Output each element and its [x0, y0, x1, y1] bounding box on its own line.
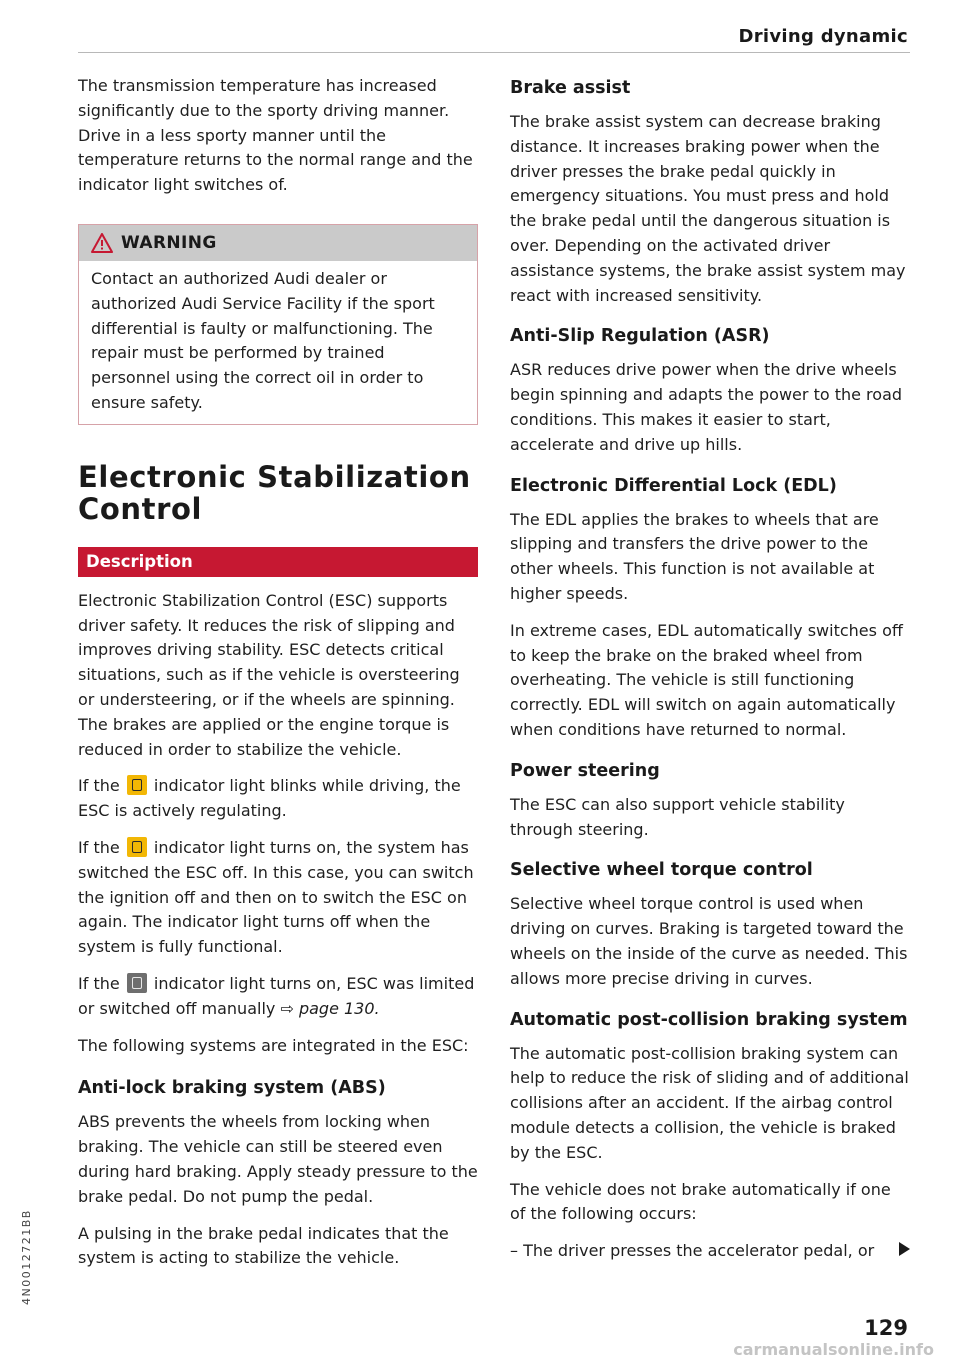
esc-off-indicator-icon: [127, 973, 147, 993]
esc-indicator-icon: [127, 775, 147, 795]
post-collision-heading: Automatic post-collision braking system: [510, 1009, 908, 1030]
watermark: carmanualsonline.info: [733, 1340, 934, 1359]
edl-paragraph-2: In extreme cases, EDL automatically switches off to keep the brake on the braked wheel from overheating. The vehicle is still functioning correctly. EDL will switch on again automatically when conditions have returned to normal.: [510, 620, 903, 739]
indicator-limited-prefix: If the: [78, 973, 120, 993]
left-column: [78, 74, 478, 1271]
brake-assist-text: The brake assist system can decrease braking distance. It increases braking power when the driver presses the brake pedal quickly in emergency situations. You must press and hold the brake pedal until the dangerous situation is over. Depending on the activated driver assistance systems, the brake assist system may react with increased sensitivity.: [510, 112, 906, 305]
continue-arrow-icon: [899, 1242, 910, 1256]
edl-heading: Electronic Differential Lock (EDL): [510, 475, 837, 496]
document-code: 4N0012721BB: [20, 1209, 33, 1305]
indicator-blink-prefix: If the: [78, 776, 120, 796]
power-steering-heading: Power steering: [510, 760, 660, 781]
right-column: [510, 74, 910, 1264]
indicator-on-paragraph: [78, 836, 478, 960]
indicator-blink-text: indicator light blinks while driving, the ESC is actively regulating.: [78, 776, 461, 821]
selective-torque-text: Selective wheel torque control is used when driving on curves. Braking is targeted toward the wheels on the inside of the curve as needed. This allows more precise driving in curves.: [510, 894, 908, 988]
post-collision-paragraph-2: The vehicle does not brake automatically if one of the following occurs:: [510, 1179, 891, 1224]
selective-torque-heading: Selective wheel torque control: [510, 860, 813, 881]
indicator-on-prefix: If the: [78, 837, 120, 857]
intro-paragraph: The transmission temperature has increased significantly due to the sporty driving manner. Drive in a less sporty manner until the temperature returns to the normal range and the indicator light switches of.: [78, 76, 473, 195]
header-divider: [78, 52, 910, 53]
esc-description-paragraph: Electronic Stabilization Control (ESC) supports driver safety. It reduces the risk of slipping and improves driving stability. ESC detects critical situations, such as if the vehicle is oversteering or understeering, or if the wheels are spinning. The brakes are applied or the engine torque is reduced in order to stabilize the vehicle.: [78, 590, 460, 759]
page-header-title: Driving dynamic: [738, 26, 908, 47]
abs-paragraph-2: A pulsing in the brake pedal indicates that the system is acting to stabilize the vehicle.: [78, 1223, 449, 1268]
post-collision-list-item: – The driver presses the accelerator pedal, or: [510, 1241, 875, 1261]
warning-triangle-icon: [91, 233, 113, 253]
section-heading: Electronic Stabilization Control: [78, 459, 471, 526]
indicator-limited-paragraph: [78, 972, 478, 1022]
integrated-systems-paragraph: The following systems are integrated in the ESC:: [78, 1035, 469, 1055]
abs-heading: Anti-lock braking system (ABS): [78, 1078, 386, 1099]
warning-header: [79, 225, 477, 261]
warning-box: [78, 224, 478, 425]
esc-indicator-icon: [127, 837, 147, 857]
power-steering-text: The ESC can also support vehicle stability through steering.: [510, 794, 845, 839]
page-reference-link[interactable]: ⇨ page 130.: [280, 998, 380, 1018]
page-number: 129: [864, 1316, 908, 1340]
warning-text: Contact an authorized Audi dealer or authorized Audi Service Facility if the sport differential is faulty or malfunctioning. The repair must be performed by trained personnel using the correct oil in order to ensure safety.: [91, 268, 435, 412]
asr-text: ASR reduces drive power when the drive wheels begin spinning and adapts the power to the road conditions. This makes it easier to start, accelerate and drive up hills.: [510, 360, 903, 454]
warning-body: [79, 261, 477, 424]
description-bar: [78, 547, 478, 577]
description-bar-label: Description: [86, 552, 193, 572]
post-collision-paragraph-1: The automatic post-collision braking system can help to reduce the risk of sliding and of additional collisions after an accident. If the airbag control module detects a collision, the vehicle is braked by the ESC.: [510, 1043, 909, 1162]
indicator-blink-paragraph: [78, 774, 478, 824]
asr-heading: Anti-Slip Regulation (ASR): [510, 326, 770, 347]
brake-assist-heading: Brake assist: [510, 78, 631, 98]
edl-paragraph-1: The EDL applies the brakes to wheels that are slipping and transfers the drive power to the other wheels. This function is not available at higher speeds.: [510, 509, 879, 603]
abs-paragraph-1: ABS prevents the wheels from locking when braking. The vehicle can still be steered even during hard braking. Apply steady pressure to the brake pedal. Do not pump the pedal.: [78, 1112, 478, 1206]
warning-title: WARNING: [121, 232, 217, 253]
indicator-limited-text: indicator light turns on, ESC was limited or switched off manually: [78, 973, 475, 1018]
indicator-on-text: indicator light turns on, the system has switched the ESC off. In this case, you can switch the ignition off and then on to switch the ESC on again. The indicator light turns off when the system is fully functional.: [78, 837, 474, 957]
